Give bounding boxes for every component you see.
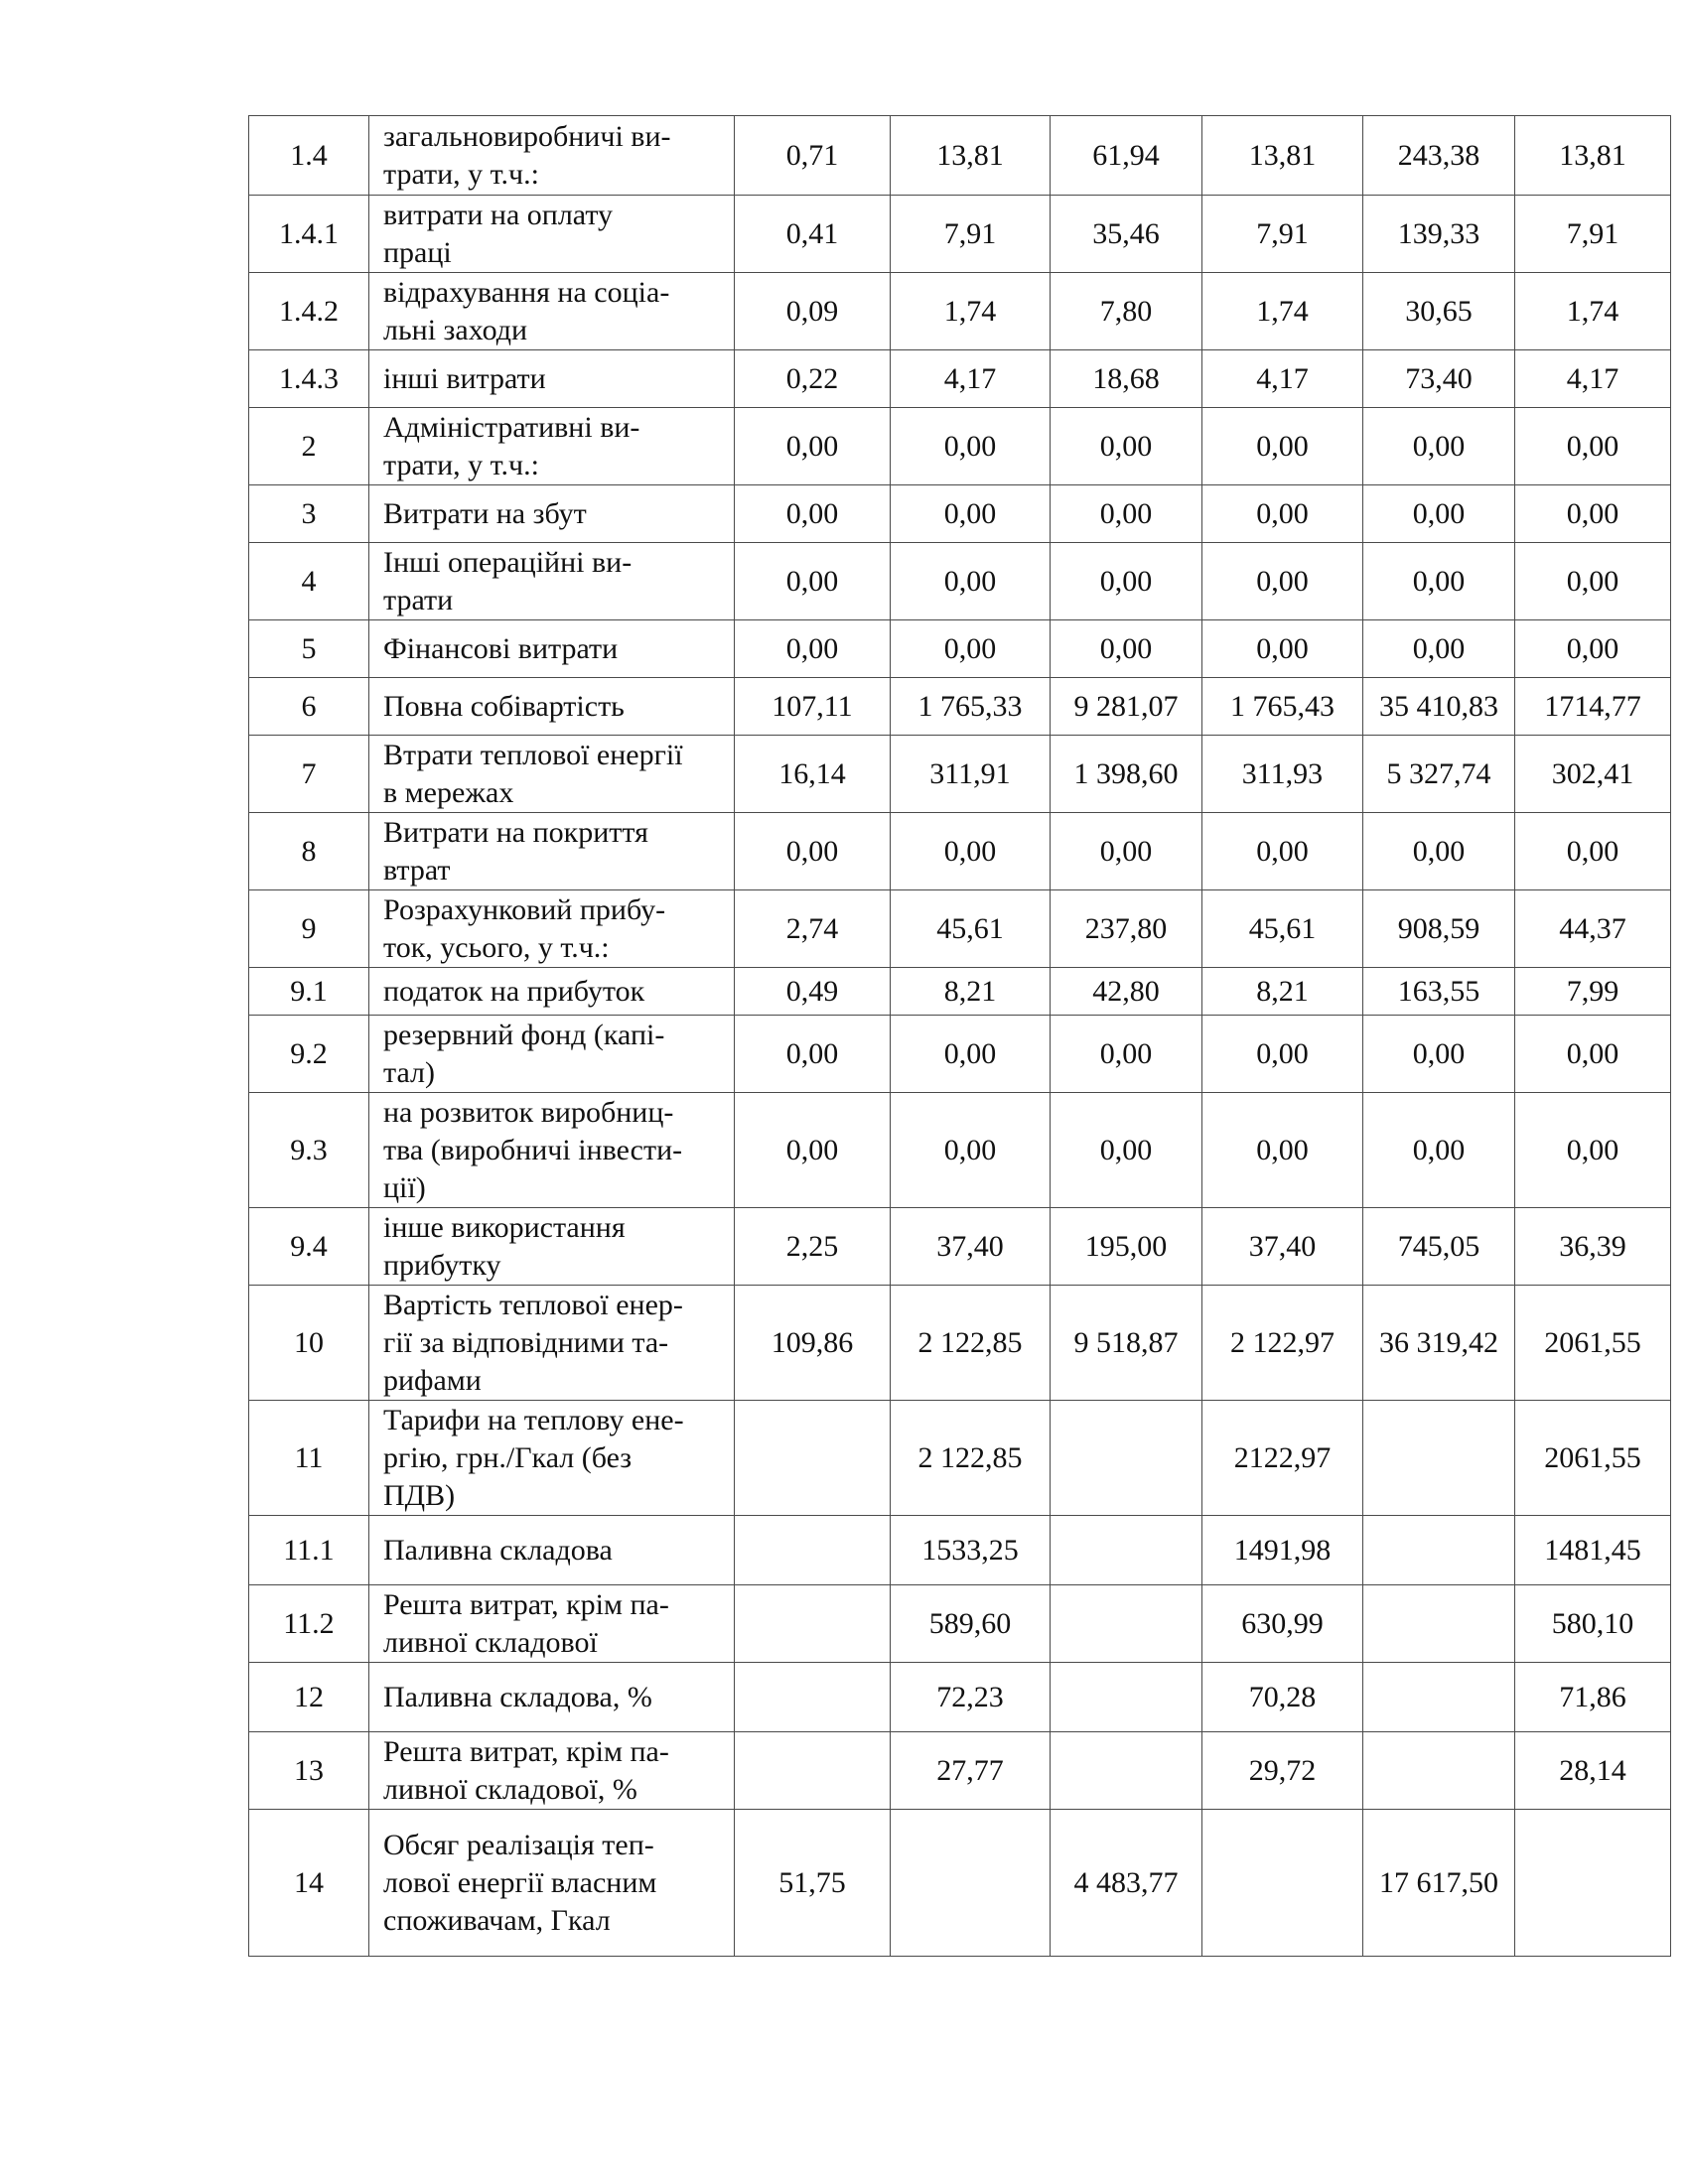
value-cell: 0,22 [735, 350, 891, 408]
value-cell: 8,21 [891, 968, 1051, 1016]
value-cell: 2 122,85 [891, 1401, 1051, 1516]
value-cell: 0,09 [735, 273, 891, 350]
row-number: 5 [249, 620, 369, 678]
value-cell: 2061,55 [1515, 1401, 1671, 1516]
row-description [369, 968, 735, 1016]
value-cell: 195,00 [1051, 1208, 1202, 1286]
row-description [369, 890, 735, 968]
value-cell: 0,00 [1515, 813, 1671, 890]
value-cell [1051, 1516, 1202, 1585]
value-cell: 0,00 [1363, 1093, 1515, 1208]
description-line: Витрати на покриття [383, 815, 648, 849]
row-description [369, 1810, 735, 1957]
value-cell: 7,91 [891, 196, 1051, 273]
row-description [369, 1208, 735, 1286]
value-cell: 30,65 [1363, 273, 1515, 350]
value-cell: 580,10 [1515, 1585, 1671, 1663]
description-line: Решта витрат, крім па- [383, 1587, 669, 1621]
row-description [369, 1016, 735, 1093]
value-cell: 0,00 [1202, 813, 1363, 890]
value-cell: 311,93 [1202, 736, 1363, 813]
row-number: 9 [249, 890, 369, 968]
row-number: 6 [249, 678, 369, 736]
value-cell: 302,41 [1515, 736, 1671, 813]
description-line: ПДВ) [383, 1478, 456, 1512]
description-line: ргію, грн./Гкал (без [383, 1440, 633, 1474]
description-line: праці [383, 235, 452, 269]
row-description [369, 273, 735, 350]
row-description [369, 1401, 735, 1516]
value-cell: 27,77 [891, 1732, 1051, 1810]
value-cell: 4 483,77 [1051, 1810, 1202, 1957]
value-cell: 0,00 [891, 1093, 1051, 1208]
table-row [249, 968, 1671, 1016]
value-cell: 73,40 [1363, 350, 1515, 408]
value-cell: 109,86 [735, 1286, 891, 1401]
table-row [249, 620, 1671, 678]
value-cell: 0,00 [1363, 485, 1515, 543]
value-cell: 0,00 [735, 1093, 891, 1208]
row-number: 7 [249, 736, 369, 813]
value-cell: 44,37 [1515, 890, 1671, 968]
value-cell: 0,00 [1202, 1016, 1363, 1093]
value-cell: 0,00 [1202, 408, 1363, 485]
value-cell: 0,00 [891, 543, 1051, 620]
table-row [249, 890, 1671, 968]
description-line: льні заходи [383, 313, 528, 346]
description-line: податок на прибуток [383, 974, 645, 1008]
description-line: прибутку [383, 1248, 501, 1282]
value-cell: 45,61 [1202, 890, 1363, 968]
row-description [369, 1516, 735, 1585]
value-cell: 237,80 [1051, 890, 1202, 968]
row-description [369, 1585, 735, 1663]
value-cell: 1533,25 [891, 1516, 1051, 1585]
value-cell: 243,38 [1363, 116, 1515, 196]
value-cell: 35,46 [1051, 196, 1202, 273]
description-line: витрати на оплату [383, 198, 614, 231]
row-description [369, 620, 735, 678]
description-line: Паливна складова, % [383, 1680, 652, 1713]
row-description [369, 736, 735, 813]
row-description [369, 1732, 735, 1810]
value-cell: 71,86 [1515, 1663, 1671, 1732]
row-number: 9.3 [249, 1093, 369, 1208]
row-number: 10 [249, 1286, 369, 1401]
value-cell: 1,74 [1515, 273, 1671, 350]
table-row [249, 1093, 1671, 1208]
row-number: 8 [249, 813, 369, 890]
row-number: 13 [249, 1732, 369, 1810]
description-line: Інші операційні ви- [383, 545, 633, 579]
value-cell: 1 765,33 [891, 678, 1051, 736]
row-description [369, 408, 735, 485]
description-line: Обсяг реалізація теп- [383, 1828, 654, 1861]
value-cell: 0,00 [1363, 408, 1515, 485]
row-number: 11.1 [249, 1516, 369, 1585]
value-cell: 908,59 [1363, 890, 1515, 968]
description-line: рифами [383, 1363, 482, 1397]
row-description [369, 1286, 735, 1401]
value-cell: 0,00 [735, 813, 891, 890]
value-cell: 9 281,07 [1051, 678, 1202, 736]
table-row [249, 196, 1671, 273]
value-cell: 0,00 [1363, 543, 1515, 620]
table-body [249, 116, 1671, 1957]
table-row [249, 1585, 1671, 1663]
value-cell: 0,00 [1051, 408, 1202, 485]
description-line: трати [383, 583, 454, 616]
value-cell: 7,91 [1515, 196, 1671, 273]
value-cell: 2,25 [735, 1208, 891, 1286]
description-line: споживачам, Гкал [383, 1903, 611, 1937]
description-line: ливної складової, % [383, 1772, 637, 1806]
value-cell: 7,91 [1202, 196, 1363, 273]
row-description [369, 543, 735, 620]
value-cell [735, 1732, 891, 1810]
value-cell [1363, 1585, 1515, 1663]
value-cell: 0,00 [1363, 1016, 1515, 1093]
value-cell: 18,68 [1051, 350, 1202, 408]
row-number: 11.2 [249, 1585, 369, 1663]
table-row [249, 408, 1671, 485]
value-cell: 163,55 [1363, 968, 1515, 1016]
value-cell: 589,60 [891, 1585, 1051, 1663]
value-cell: 2061,55 [1515, 1286, 1671, 1401]
description-line: Паливна складова [383, 1533, 613, 1567]
value-cell: 61,94 [1051, 116, 1202, 196]
value-cell: 4,17 [891, 350, 1051, 408]
table-row [249, 1016, 1671, 1093]
description-line: Повна собівартість [383, 689, 625, 723]
value-cell: 0,00 [1515, 543, 1671, 620]
value-cell: 0,00 [1051, 485, 1202, 543]
value-cell: 0,00 [1515, 1093, 1671, 1208]
value-cell [735, 1401, 891, 1516]
value-cell: 0,00 [1051, 620, 1202, 678]
description-line: на розвиток виробниц- [383, 1095, 674, 1129]
value-cell: 1,74 [891, 273, 1051, 350]
description-line: в мережах [383, 775, 514, 809]
description-line: Адміністративні ви- [383, 410, 640, 444]
value-cell: 311,91 [891, 736, 1051, 813]
value-cell: 37,40 [1202, 1208, 1363, 1286]
value-cell: 0,41 [735, 196, 891, 273]
value-cell: 42,80 [1051, 968, 1202, 1016]
value-cell [1051, 1401, 1202, 1516]
value-cell: 0,49 [735, 968, 891, 1016]
value-cell: 0,00 [891, 408, 1051, 485]
value-cell: 2122,97 [1202, 1401, 1363, 1516]
row-description [369, 350, 735, 408]
row-description [369, 813, 735, 890]
value-cell [1515, 1810, 1671, 1957]
description-line: Вартість теплової енер- [383, 1288, 683, 1321]
value-cell: 13,81 [891, 116, 1051, 196]
value-cell [735, 1516, 891, 1585]
value-cell: 70,28 [1202, 1663, 1363, 1732]
description-line: ції) [383, 1170, 426, 1204]
value-cell [891, 1810, 1051, 1957]
row-number: 3 [249, 485, 369, 543]
row-number: 12 [249, 1663, 369, 1732]
value-cell: 2 122,97 [1202, 1286, 1363, 1401]
value-cell [1363, 1401, 1515, 1516]
description-line: гії за відповідними та- [383, 1325, 669, 1359]
value-cell: 8,21 [1202, 968, 1363, 1016]
value-cell: 37,40 [891, 1208, 1051, 1286]
value-cell: 35 410,83 [1363, 678, 1515, 736]
value-cell: 0,00 [891, 485, 1051, 543]
value-cell: 36 319,42 [1363, 1286, 1515, 1401]
row-description [369, 1663, 735, 1732]
value-cell: 0,00 [1202, 1093, 1363, 1208]
value-cell: 0,71 [735, 116, 891, 196]
description-line: інші витрати [383, 361, 546, 395]
value-cell: 1 765,43 [1202, 678, 1363, 736]
row-number: 1.4.2 [249, 273, 369, 350]
value-cell [1051, 1585, 1202, 1663]
value-cell: 0,00 [1202, 620, 1363, 678]
description-line: тва (виробничі інвести- [383, 1133, 683, 1166]
value-cell: 1714,77 [1515, 678, 1671, 736]
value-cell [735, 1585, 891, 1663]
table-row [249, 678, 1671, 736]
row-description [369, 1093, 735, 1208]
description-line: втрат [383, 853, 451, 887]
table-row [249, 813, 1671, 890]
row-number: 9.1 [249, 968, 369, 1016]
value-cell [1363, 1663, 1515, 1732]
value-cell [735, 1663, 891, 1732]
table-row [249, 1401, 1671, 1516]
value-cell: 72,23 [891, 1663, 1051, 1732]
table-row [249, 1286, 1671, 1401]
value-cell: 16,14 [735, 736, 891, 813]
value-cell: 7,99 [1515, 968, 1671, 1016]
value-cell: 9 518,87 [1051, 1286, 1202, 1401]
row-number: 2 [249, 408, 369, 485]
value-cell: 0,00 [735, 1016, 891, 1093]
table-row [249, 1208, 1671, 1286]
value-cell: 4,17 [1515, 350, 1671, 408]
value-cell [1051, 1732, 1202, 1810]
description-line: трати, у т.ч.: [383, 157, 539, 191]
description-line: Тарифи на теплову ене- [383, 1403, 684, 1436]
value-cell: 0,00 [1051, 1016, 1202, 1093]
description-line: загальновиробничі ви- [383, 119, 671, 153]
value-cell: 36,39 [1515, 1208, 1671, 1286]
table-row [249, 273, 1671, 350]
value-cell: 0,00 [1051, 1093, 1202, 1208]
table-row [249, 1516, 1671, 1585]
value-cell: 17 617,50 [1363, 1810, 1515, 1957]
value-cell: 7,80 [1051, 273, 1202, 350]
description-line: Фінансові витрати [383, 631, 619, 665]
value-cell [1363, 1732, 1515, 1810]
description-line: ливної складової [383, 1625, 598, 1659]
row-number: 1.4 [249, 116, 369, 196]
value-cell: 1491,98 [1202, 1516, 1363, 1585]
row-number: 11 [249, 1401, 369, 1516]
table-row [249, 116, 1671, 196]
value-cell: 630,99 [1202, 1585, 1363, 1663]
value-cell: 0,00 [891, 620, 1051, 678]
value-cell: 745,05 [1363, 1208, 1515, 1286]
value-cell [1363, 1516, 1515, 1585]
value-cell: 51,75 [735, 1810, 891, 1957]
value-cell: 2,74 [735, 890, 891, 968]
value-cell: 0,00 [1363, 620, 1515, 678]
value-cell: 0,00 [1051, 543, 1202, 620]
value-cell: 29,72 [1202, 1732, 1363, 1810]
value-cell: 13,81 [1515, 116, 1671, 196]
description-line: відрахування на соціа- [383, 275, 670, 309]
row-number: 4 [249, 543, 369, 620]
value-cell [1051, 1663, 1202, 1732]
value-cell: 0,00 [1363, 813, 1515, 890]
value-cell: 1481,45 [1515, 1516, 1671, 1585]
table-row [249, 1663, 1671, 1732]
value-cell: 2 122,85 [891, 1286, 1051, 1401]
table-row [249, 1810, 1671, 1957]
description-line: інше використання [383, 1210, 626, 1244]
row-number: 1.4.1 [249, 196, 369, 273]
value-cell: 45,61 [891, 890, 1051, 968]
value-cell: 4,17 [1202, 350, 1363, 408]
row-number: 1.4.3 [249, 350, 369, 408]
table-row [249, 350, 1671, 408]
description-line: трати, у т.ч.: [383, 448, 539, 481]
row-description [369, 116, 735, 196]
row-number: 14 [249, 1810, 369, 1957]
value-cell: 0,00 [1515, 485, 1671, 543]
row-description [369, 196, 735, 273]
value-cell: 0,00 [735, 620, 891, 678]
description-line: Розрахунковий прибу- [383, 892, 666, 926]
table-row [249, 485, 1671, 543]
value-cell: 13,81 [1202, 116, 1363, 196]
value-cell: 0,00 [891, 813, 1051, 890]
table-row [249, 736, 1671, 813]
row-description [369, 678, 735, 736]
description-line: тал) [383, 1055, 436, 1089]
value-cell: 28,14 [1515, 1732, 1671, 1810]
row-number: 9.2 [249, 1016, 369, 1093]
value-cell: 1 398,60 [1051, 736, 1202, 813]
value-cell: 107,11 [735, 678, 891, 736]
description-line: лової енергії власним [383, 1865, 657, 1899]
description-line: Витрати на збут [383, 496, 587, 530]
value-cell [1202, 1810, 1363, 1957]
value-cell: 5 327,74 [1363, 736, 1515, 813]
table-row [249, 543, 1671, 620]
value-cell: 0,00 [735, 543, 891, 620]
value-cell: 0,00 [1202, 485, 1363, 543]
value-cell: 0,00 [1515, 1016, 1671, 1093]
value-cell: 0,00 [735, 485, 891, 543]
value-cell: 1,74 [1202, 273, 1363, 350]
value-cell: 0,00 [1202, 543, 1363, 620]
description-line: ток, усього, у т.ч.: [383, 930, 610, 964]
value-cell: 139,33 [1363, 196, 1515, 273]
value-cell: 0,00 [735, 408, 891, 485]
description-line: резервний фонд (капі- [383, 1018, 665, 1051]
value-cell: 0,00 [1515, 408, 1671, 485]
value-cell: 0,00 [891, 1016, 1051, 1093]
value-cell: 0,00 [1051, 813, 1202, 890]
row-number: 9.4 [249, 1208, 369, 1286]
row-description [369, 485, 735, 543]
value-cell: 0,00 [1515, 620, 1671, 678]
table-row [249, 1732, 1671, 1810]
description-line: Втрати теплової енергії [383, 738, 683, 771]
description-line: Решта витрат, крім па- [383, 1734, 669, 1768]
tariff-table [248, 115, 1671, 1957]
